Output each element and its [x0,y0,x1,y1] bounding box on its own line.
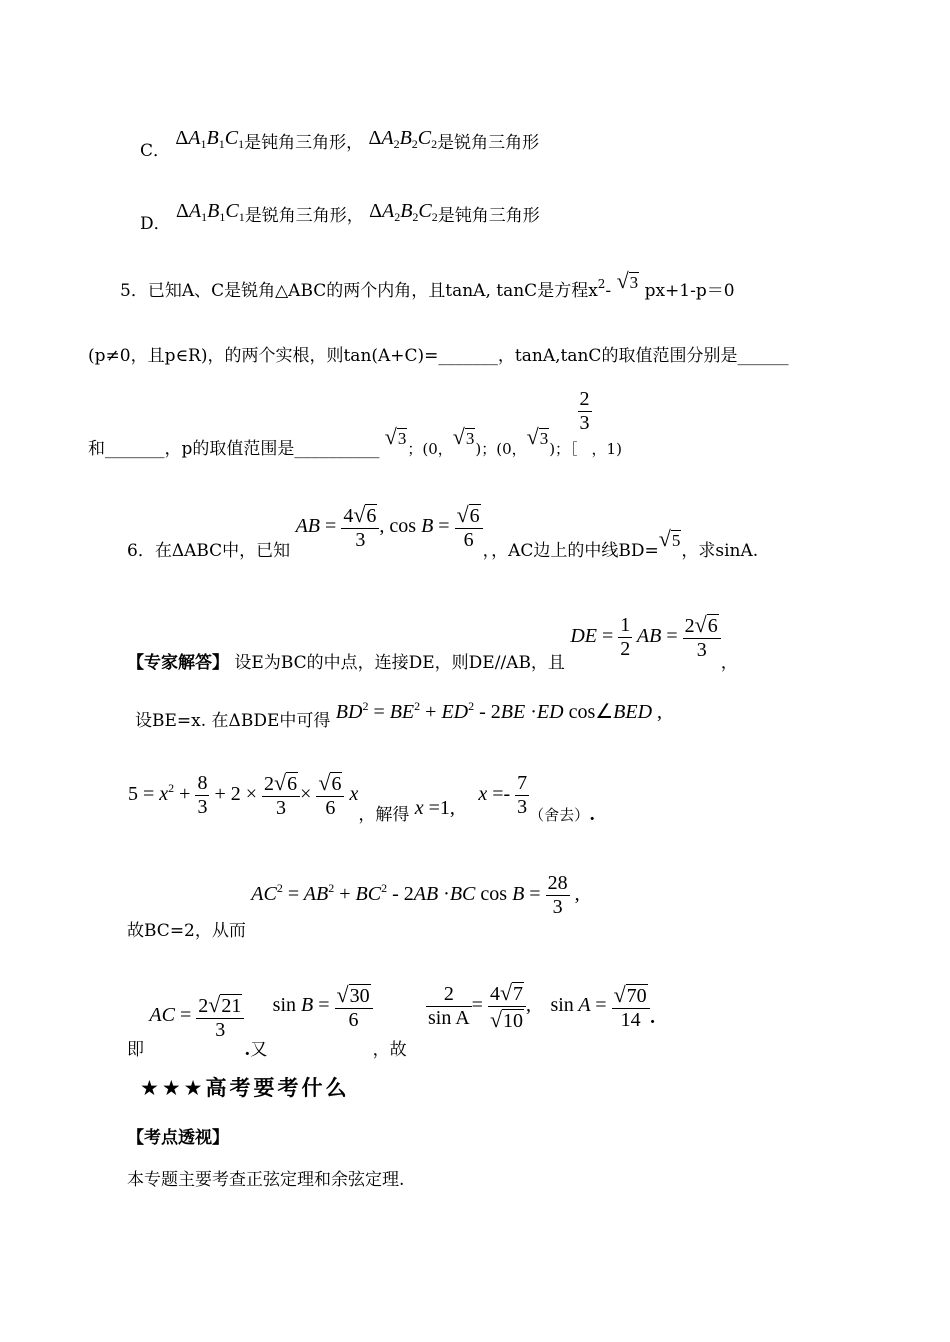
fraction-2-sina: $\frac{2}{\text{sin A}}$ [427,983,470,1029]
option-d-text1: 是锐角三角形， [244,206,364,226]
fraction-1-2: $\frac{1}{2}$ [620,613,631,660]
triangle-a1b1c1: $\Delta A_1B_1C_1$ [175,127,245,151]
option-d-label: D． [140,214,171,234]
solution-text-1: 设E为BC的中点，连接DE，则DE//AB，且 [234,652,565,673]
section-title: ★★★高考要考什么 [140,1076,350,1100]
q6-intro: 6．在ΔABC中，已知 [127,540,291,561]
q6-median: ，AC边上的中线BD= [491,540,659,561]
q5-text-a: 5．已知A、C是锐角△ABC的两个内角，且tanA, tanC是方程x [120,281,598,301]
fraction-2-3: $\frac{2}{3}$ [579,388,590,434]
q5-answer-4: ，1) [591,440,622,458]
q6-comma: ， [482,540,492,561]
solution-discard: （舍去） [529,805,590,824]
fraction-sqrt30-6: $\frac{√30}{6}$ [335,982,373,1032]
solution-line-2 [135,699,663,731]
solution-gu: ，故 [372,1040,407,1061]
fraction-sqrt6-6: $\frac{√6}{6}$ [455,502,483,552]
option-d [140,200,540,234]
solution-comma: ， [720,652,738,673]
formula-sina: sin A = $\frac{√70}{14}$ [550,994,649,1016]
sqrt-3: √3 [616,268,639,293]
dot: . [649,1008,656,1029]
solution-line-4 [127,868,580,942]
q5-answer-2: )；(0， [475,440,527,458]
q5-exponent: 2 [597,277,606,291]
fraction-7-3: $\frac{7}{3}$ [517,771,528,818]
q5-answer-3: )；［ [549,440,578,458]
triangle-a2b2c2: $\Delta A_2B_2C_2$ [369,200,438,224]
formula-ac-squared: $AC^2 = AB^2 + BC^2 - 2AB \cdot BC$ cos B = $\frac{28}{3}$ , [251,872,580,918]
solution-bc: 故BC=2，从而 [127,921,246,942]
q6-ask: ，求sinA. [681,540,759,561]
formula-x-1: x =1, [414,796,455,819]
solution-you: 又 [250,1040,268,1061]
fraction-2sqrt6-3: $\frac{2√6}{3}$ [262,770,300,820]
fraction-2sqrt21-3: $\frac{2√21}{3}$ [196,992,244,1042]
question-5-line-1 [120,268,735,301]
formula-x-neg: x =- $\frac{7}{3}$ [478,771,528,818]
triangle-a2b2c2: $\Delta A_2B_2C_2$ [368,127,438,151]
fraction-2sqrt6-3: $\frac{2√6}{3}$ [683,612,721,662]
formula-de: DE = $\frac{1}{2}$ AB = $\frac{2√6}{3}$ [570,625,720,647]
option-c-text2: 是锐角三角形 [437,133,540,153]
solution-set-be: 设BE=x. [135,711,207,731]
solution-label: 【专家解答】 [127,652,229,673]
section-body: 本专题主要考查正弦定理和余弦定理. [127,1170,405,1190]
solution-line-1 [127,598,738,673]
formula-sinb: sin B = $\frac{√30}{6}$ [273,994,373,1016]
fraction-8-3: $\frac{8}{3}$ [197,771,208,818]
question-5-line-2 [88,348,788,365]
formula-cosine-law-bde: $BD^2 = BE^2 + ED^2 - 2BE \cdot ED$ cos∠BED , [335,699,663,723]
fraction-28-3: $\frac{28}{3}$ [547,872,568,918]
fraction-sqrt6-6: $\frac{√6}{6}$ [316,770,344,820]
fraction-4sqrt6-3: $\frac{4√6}{3}$ [341,502,379,552]
q5-line2-text: (p≠0，且p∈R)，的两个实根，则tan(A+C)=_______，tanA,tanC的取值范围分别是 [88,346,738,366]
fraction-sqrt70-14: $\frac{√70}{14}$ [612,982,650,1032]
sqrt-3: √3 [384,424,407,449]
triangle-a1b1c1: $\Delta A_1B_1C_1$ [176,200,245,224]
sqrt-5: √5 [658,525,681,551]
formula-ab: AB = $\frac{4√6}{3}$ , cos B = $\frac{√6}{6}$ [296,515,483,537]
sqrt-3: √3 [452,424,475,449]
option-c-label: C． [140,141,171,161]
solution-ji: 即 [127,1040,144,1061]
solution-period: . [589,804,596,825]
sqrt-3: √3 [526,424,549,449]
solution-in-bde: 在ΔBDE中可得 [211,711,331,731]
fraction-4sqrt7-sqrt10: $\frac{4√7}{√10}$ [488,980,526,1033]
solution-line-3 [128,770,596,825]
q5-line3-text: 和_______，p的取值范围是__________ [88,439,380,459]
solution-line-5 [127,980,656,1061]
q5-blank: ______ [737,346,789,366]
option-c-text1: 是钝角三角形， [244,133,364,153]
q5-text-c: px+1-p＝0 [644,281,735,301]
dot: . [244,1040,251,1061]
option-c [140,127,540,161]
solution-solve: ，解得 [358,804,410,825]
formula-ratio: $\frac{2}{\text{sin A}}$ = $\frac{4√7}{√10}$ , [427,980,532,1032]
section-subtitle: 【考点透视】 [127,1128,229,1148]
formula-quadratic: $5 = x^2$ + $\frac{8}{3}$ + 2 × $\frac{2√6}{3}$ × $\frac{√6}{6}$ x [128,770,359,819]
formula-ac: AC = $\frac{2√21}{3}$ [149,1004,244,1026]
q5-answer-1: ；(0， [407,440,453,458]
question-6 [127,490,759,561]
option-d-text2: 是钝角三角形 [437,206,540,226]
q5-text-b: - [605,281,617,301]
question-5-line-3 [88,388,622,459]
